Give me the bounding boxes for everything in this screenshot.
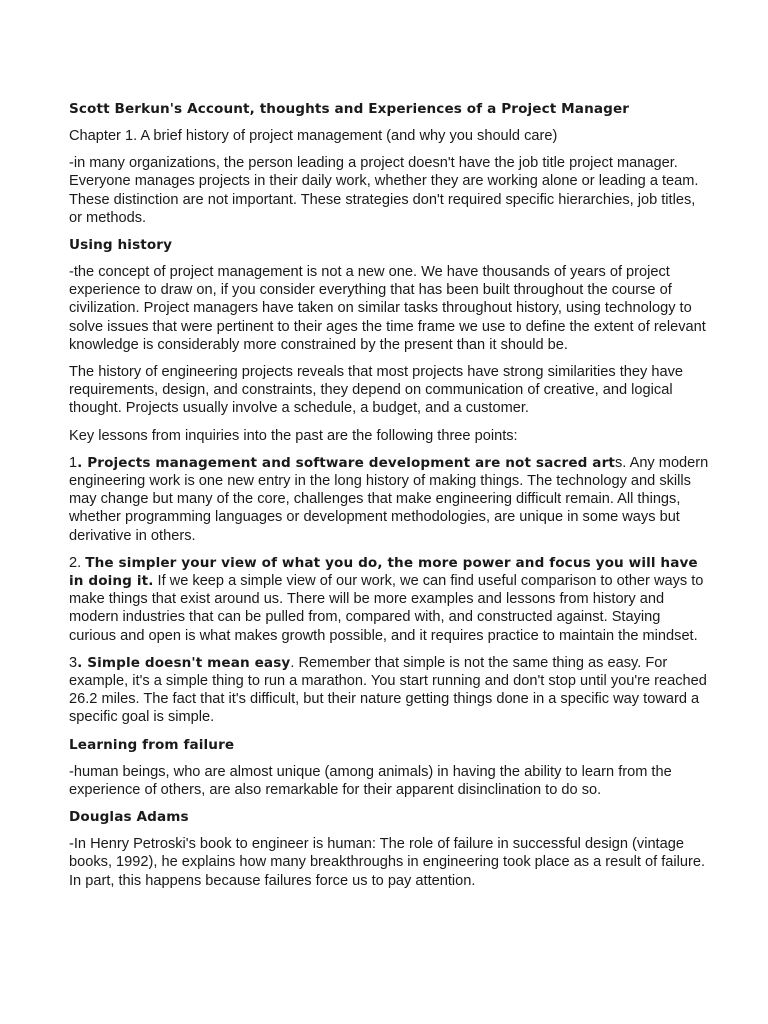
- document-title: Scott Berkun's Account, thoughts and Experiences of a Project Manager: [69, 101, 630, 117]
- lesson-1-bold: . Projects management and software development are not sacred art: [77, 454, 615, 471]
- lesson-3-bold: . Simple doesn't mean easy: [77, 654, 291, 671]
- lesson-1: [69, 454, 709, 545]
- douglas-adams-paragraph: -In Henry Petroski's book to engineer is human: The role of failure in successful design (vintage books, 1992), he explains how many breakthroughs in engineering took place as a result of failure. In part, this happens because failures force us to pay attention.: [69, 836, 706, 889]
- section-heading-using-history: Using history: [69, 237, 173, 254]
- using-history-paragraph-1: -the concept of project management is not a new one. We have thousands of years of project experience to draw on, if you consider everything that has been built throughout the course of civilization. Project managers have taken on similar tasks throughout history, using technology to solve issues that were pertinent to their ages the time frame we use to define the extent of relevant knowledge is considerably more constrained by the present than it should be.: [69, 264, 706, 353]
- lesson-1-number: 1: [69, 454, 78, 471]
- section-heading-learning-from-failure: Learning from failure: [69, 736, 235, 753]
- lesson-2: [69, 554, 709, 645]
- lesson-3-text: . Remember that simple is not the same thing as easy. For example, it's a simple thing to run a marathon. You start running and don't stop until you're reached 26.2 miles. The fact that it's difficult, but their nature getting things done in a specific way toward a specific goal is simple.: [69, 654, 707, 726]
- using-history-paragraph-3: Key lessons from inquiries into the past are the following three points:: [69, 427, 518, 444]
- using-history-paragraph-2: The history of engineering projects reveals that most projects have strong similarities they have requirements, design, and constraints, they depend on communication of creative, and logical thought. Projects usually involve a schedule, a budget, and a customer.: [69, 364, 684, 417]
- document-page: [69, 100, 709, 899]
- lesson-3: [69, 654, 709, 727]
- lesson-2-number: 2.: [69, 554, 86, 571]
- lesson-2-text: If we keep a simple view of our work, we can find useful comparison to other ways to make things that exist around us. There will be more examples and lessons from history and modern industries that can be pulled from, compared with, and constructed against. Staying curious and open is what makes growth possible, and it requires practice to maintain the mindset.: [69, 573, 704, 644]
- lesson-3-number: 3: [69, 654, 78, 671]
- learning-from-failure-paragraph: -human beings, who are almost unique (among animals) in having the ability to learn from the experience of others, are also remarkable for their apparent disinclination to do so.: [69, 763, 672, 798]
- section-heading-douglas-adams: Douglas Adams: [69, 809, 189, 826]
- chapter-title: Chapter 1. A brief history of project management (and why you should care): [69, 128, 558, 144]
- intro-paragraph: -in many organizations, the person leading a project doesn't have the job title project manager. Everyone manages projects in their daily work, whether they are working alone or leading a team. These distinction are not important. These strategies don't required specific hierarchies, job titles, or methods.: [69, 155, 699, 226]
- lesson-2-bold: The simpler your view of what you do, the more power and focus you will have in doing it.: [69, 554, 698, 590]
- lesson-1-text: s. Any modern engineering work is one new entry in the long history of making things. The technology and skills may change but many of the core, challenges that make engineering difficult remain. All things, whether programming languages or development methodologies, are unique in some ways but derivative in others.: [69, 454, 709, 544]
